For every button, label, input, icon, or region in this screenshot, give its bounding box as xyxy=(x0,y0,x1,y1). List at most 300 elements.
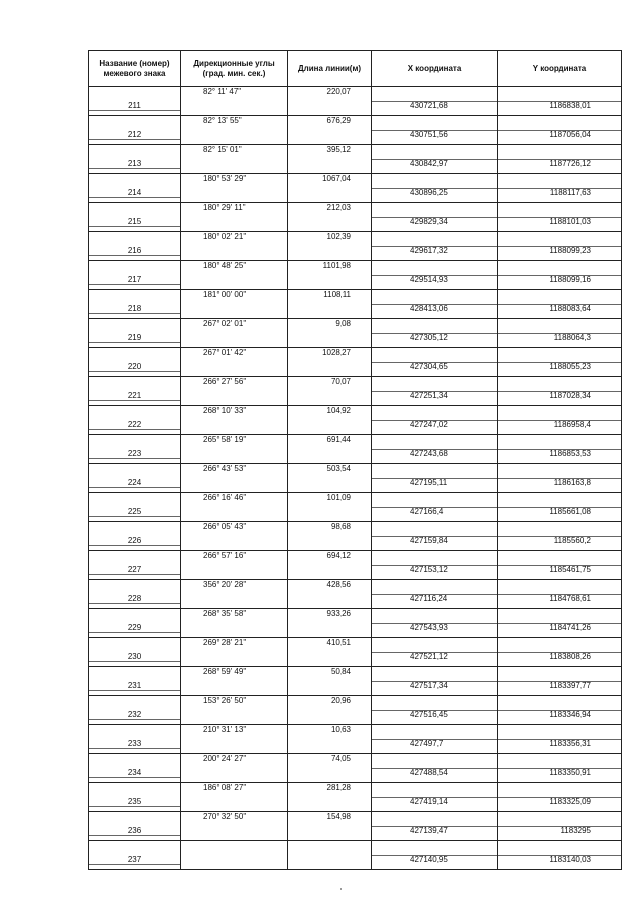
cell-angle xyxy=(181,638,288,667)
table-row xyxy=(89,319,622,348)
cell-mark-name xyxy=(89,87,181,116)
cell-mark-name xyxy=(89,667,181,696)
cell-y-text: 1183295 xyxy=(560,826,591,835)
cell-angle-text: 153° 26' 50" xyxy=(203,696,247,705)
table-row xyxy=(89,145,622,174)
cell-mark-name-text: 227 xyxy=(127,565,142,574)
cell-y-text: 1183356,31 xyxy=(549,739,591,748)
cell-x xyxy=(372,580,498,609)
cell-length xyxy=(288,319,372,348)
row-divider-line xyxy=(89,226,180,227)
cell-x-text: 430842,97 xyxy=(410,159,448,168)
table-row xyxy=(89,638,622,667)
cell-y xyxy=(498,580,622,609)
cell-length-text: 281,28 xyxy=(326,783,351,792)
cell-y-text: 1183350,91 xyxy=(549,768,591,777)
cell-x-text: 427488,54 xyxy=(410,768,448,777)
cell-y-text: 1187028,34 xyxy=(549,391,591,400)
cell-mark-name-text: 220 xyxy=(127,362,142,371)
table-row xyxy=(89,174,622,203)
cell-mark-name xyxy=(89,435,181,464)
row-divider-line xyxy=(89,516,180,517)
cell-angle xyxy=(181,841,288,870)
cell-x xyxy=(372,232,498,261)
row-divider-line xyxy=(89,313,180,314)
table-row xyxy=(89,551,622,580)
cell-y xyxy=(498,290,622,319)
cell-angle xyxy=(181,377,288,406)
cell-y-text: 1185661,08 xyxy=(549,507,591,516)
cell-y xyxy=(498,551,622,580)
header-name: Название (номер) межевого знака xyxy=(89,51,181,87)
cell-x-text: 429829,34 xyxy=(410,217,448,226)
cell-length xyxy=(288,841,372,870)
cell-angle xyxy=(181,464,288,493)
cell-angle xyxy=(181,667,288,696)
cell-length-text: 212,03 xyxy=(326,203,351,212)
cell-length-text: 395,12 xyxy=(326,145,351,154)
cell-x xyxy=(372,319,498,348)
cell-length-text: 503,54 xyxy=(326,464,351,473)
cell-x xyxy=(372,406,498,435)
cell-length-text: 1028,27 xyxy=(322,348,351,357)
cell-mark-name xyxy=(89,609,181,638)
cell-angle-text: 268° 59' 49" xyxy=(203,667,247,676)
cell-angle xyxy=(181,812,288,841)
table-row xyxy=(89,522,622,551)
cell-y xyxy=(498,638,622,667)
cell-mark-name xyxy=(89,406,181,435)
cell-mark-name-text: 218 xyxy=(127,304,142,313)
cell-angle-text: 356° 20' 28" xyxy=(203,580,247,589)
cell-y-text: 1186958,4 xyxy=(553,420,591,429)
cell-x-text: 427153,12 xyxy=(410,565,448,574)
cell-y xyxy=(498,725,622,754)
cell-x-text: 430721,68 xyxy=(410,101,448,110)
cell-y xyxy=(498,319,622,348)
cell-angle-text: 266° 05' 43" xyxy=(203,522,247,531)
cell-x xyxy=(372,696,498,725)
cell-length xyxy=(288,754,372,783)
row-divider-line xyxy=(89,835,180,836)
cell-x-text: 427305,12 xyxy=(410,333,448,342)
cell-x xyxy=(372,754,498,783)
cell-length-text: 694,12 xyxy=(326,551,351,560)
cell-y-text: 1183346,94 xyxy=(549,710,591,719)
cell-mark-name xyxy=(89,232,181,261)
cell-angle-text: 180° 29' 11" xyxy=(203,203,246,212)
cell-angle xyxy=(181,319,288,348)
cell-length-text: 428,56 xyxy=(326,580,351,589)
cell-y-text: 1184741,26 xyxy=(549,623,591,632)
cell-y-text: 1187726,12 xyxy=(549,159,591,168)
cell-y xyxy=(498,812,622,841)
cell-x xyxy=(372,551,498,580)
cell-mark-name-text: 228 xyxy=(127,594,142,603)
boundary-marks-table xyxy=(88,50,622,870)
cell-length xyxy=(288,522,372,551)
cell-angle xyxy=(181,406,288,435)
cell-x-text: 428413,06 xyxy=(410,304,448,313)
header-angle: Дирекционные углы (град. мин. сек.) xyxy=(181,51,288,87)
table-row xyxy=(89,783,622,812)
cell-y-text: 1188099,23 xyxy=(549,246,591,255)
cell-y-text: 1188083,64 xyxy=(549,304,591,313)
cell-angle xyxy=(181,522,288,551)
cell-mark-name-text: 234 xyxy=(127,768,142,777)
cell-mark-name-text: 232 xyxy=(127,710,142,719)
cell-length-text: 70,07 xyxy=(330,377,351,386)
cell-x xyxy=(372,174,498,203)
cell-y xyxy=(498,203,622,232)
table-row xyxy=(89,464,622,493)
cell-x-text: 427139,47 xyxy=(410,826,448,835)
cell-x-text: 427543,93 xyxy=(410,623,448,632)
cell-length-text: 98,68 xyxy=(330,522,351,531)
row-divider-line xyxy=(89,603,180,604)
cell-y xyxy=(498,464,622,493)
row-divider-line xyxy=(89,719,180,720)
cell-y xyxy=(498,522,622,551)
cell-y xyxy=(498,261,622,290)
cell-x-text: 427159,84 xyxy=(410,536,448,545)
cell-mark-name-text: 226 xyxy=(127,536,142,545)
cell-mark-name-text: 213 xyxy=(127,159,142,168)
cell-angle-text: 266° 27' 56" xyxy=(203,377,247,386)
cell-angle-text: 269° 28' 21" xyxy=(203,638,247,647)
cell-x-text: 427247,02 xyxy=(410,420,448,429)
table-row xyxy=(89,754,622,783)
cell-angle xyxy=(181,203,288,232)
cell-y xyxy=(498,232,622,261)
cell-length xyxy=(288,232,372,261)
row-divider-line xyxy=(89,574,180,575)
cell-mark-name xyxy=(89,551,181,580)
cell-mark-name xyxy=(89,261,181,290)
cell-x xyxy=(372,116,498,145)
scan-dot xyxy=(340,888,342,890)
cell-angle-text: 268° 10' 33" xyxy=(203,406,247,415)
cell-y xyxy=(498,754,622,783)
cell-length xyxy=(288,174,372,203)
cell-mark-name xyxy=(89,522,181,551)
cell-mark-name xyxy=(89,348,181,377)
cell-angle-text: 265° 58' 19" xyxy=(203,435,247,444)
cell-x-text: 427166,4 xyxy=(410,507,444,516)
cell-length xyxy=(288,551,372,580)
cell-mark-name-text: 237 xyxy=(127,855,142,864)
row-divider-line xyxy=(89,139,180,140)
cell-x-text: 427497,7 xyxy=(410,739,444,748)
cell-x-text: 427419,14 xyxy=(410,797,448,806)
cell-angle-text: 82° 15' 01" xyxy=(203,145,242,154)
cell-mark-name-text: 236 xyxy=(127,826,142,835)
table-row xyxy=(89,377,622,406)
cell-y xyxy=(498,377,622,406)
table-row xyxy=(89,116,622,145)
cell-y xyxy=(498,667,622,696)
cell-y-text: 1183140,03 xyxy=(549,855,591,864)
cell-mark-name-text: 229 xyxy=(127,623,142,632)
cell-mark-name xyxy=(89,812,181,841)
cell-x xyxy=(372,812,498,841)
cell-length-text: 10,63 xyxy=(330,725,351,734)
row-divider-line xyxy=(89,748,180,749)
cell-angle xyxy=(181,116,288,145)
cell-length-text: 9,08 xyxy=(335,319,351,328)
cell-y xyxy=(498,406,622,435)
cell-x xyxy=(372,203,498,232)
cell-length xyxy=(288,493,372,522)
cell-mark-name-text: 216 xyxy=(127,246,142,255)
cell-y-text: 1186838,01 xyxy=(549,101,591,110)
cell-angle-text: 266° 43' 53" xyxy=(203,464,247,473)
table-row xyxy=(89,87,622,116)
cell-angle xyxy=(181,348,288,377)
cell-x xyxy=(372,725,498,754)
cell-length-text: 933,26 xyxy=(326,609,351,618)
cell-length-text: 102,39 xyxy=(326,232,351,241)
cell-angle-text: 267° 01' 42" xyxy=(203,348,247,357)
table-row xyxy=(89,696,622,725)
row-divider-line xyxy=(89,284,180,285)
cell-length xyxy=(288,116,372,145)
cell-length xyxy=(288,145,372,174)
table-row xyxy=(89,493,622,522)
row-divider-line xyxy=(89,690,180,691)
cell-mark-name xyxy=(89,290,181,319)
cell-y xyxy=(498,174,622,203)
cell-angle-text: 181° 00' 00" xyxy=(203,290,247,299)
cell-length-text: 50,84 xyxy=(330,667,351,676)
cell-length xyxy=(288,464,372,493)
cell-x xyxy=(372,145,498,174)
table-row xyxy=(89,580,622,609)
cell-mark-name-text: 223 xyxy=(127,449,142,458)
cell-x xyxy=(372,667,498,696)
row-divider-line xyxy=(89,255,180,256)
table-row xyxy=(89,232,622,261)
cell-y xyxy=(498,841,622,870)
cell-x xyxy=(372,841,498,870)
table-row xyxy=(89,725,622,754)
cell-mark-name-text: 231 xyxy=(127,681,142,690)
cell-angle-text: 266° 16' 46" xyxy=(203,493,247,502)
cell-length xyxy=(288,87,372,116)
cell-angle-text: 210° 31' 13" xyxy=(203,725,247,734)
cell-y-text: 1183325,09 xyxy=(549,797,591,806)
cell-length-text: 691,44 xyxy=(326,435,351,444)
cell-length xyxy=(288,406,372,435)
cell-length-text: 676,29 xyxy=(326,116,351,125)
cell-length xyxy=(288,435,372,464)
cell-angle xyxy=(181,493,288,522)
cell-length-text: 1067,04 xyxy=(322,174,351,183)
row-divider-line xyxy=(89,458,180,459)
cell-y xyxy=(498,116,622,145)
cell-x xyxy=(372,290,498,319)
cell-x xyxy=(372,522,498,551)
cell-angle xyxy=(181,580,288,609)
table-row xyxy=(89,435,622,464)
cell-length xyxy=(288,725,372,754)
cell-mark-name-text: 225 xyxy=(127,507,142,516)
table-row xyxy=(89,290,622,319)
cell-x xyxy=(372,377,498,406)
table-row xyxy=(89,261,622,290)
cell-length xyxy=(288,696,372,725)
cell-y-text: 1183397,77 xyxy=(549,681,591,690)
cell-y xyxy=(498,87,622,116)
row-divider-line xyxy=(89,342,180,343)
cell-y-text: 1187056,04 xyxy=(549,130,591,139)
table-row xyxy=(89,609,622,638)
cell-length xyxy=(288,783,372,812)
cell-mark-name-text: 222 xyxy=(127,420,142,429)
cell-x-text: 427304,65 xyxy=(410,362,448,371)
cell-angle xyxy=(181,145,288,174)
cell-length-text: 104,92 xyxy=(326,406,351,415)
cell-angle-text: 82° 11' 47" xyxy=(203,87,242,96)
table-row xyxy=(89,841,622,870)
cell-mark-name xyxy=(89,319,181,348)
cell-length xyxy=(288,377,372,406)
cell-x-text: 427116,24 xyxy=(410,594,448,603)
cell-x-text: 429617,32 xyxy=(410,246,448,255)
cell-length-text: 1108,11 xyxy=(323,290,351,299)
cell-mark-name xyxy=(89,377,181,406)
cell-length-text: 101,09 xyxy=(326,493,351,502)
row-divider-line xyxy=(89,777,180,778)
cell-mark-name xyxy=(89,174,181,203)
cell-length xyxy=(288,812,372,841)
table-row xyxy=(89,348,622,377)
row-divider-line xyxy=(89,545,180,546)
cell-angle-text: 180° 02' 21" xyxy=(203,232,247,241)
table-row xyxy=(89,812,622,841)
cell-angle xyxy=(181,261,288,290)
cell-x-text: 430751,56 xyxy=(410,130,448,139)
cell-mark-name xyxy=(89,116,181,145)
cell-y xyxy=(498,348,622,377)
cell-angle xyxy=(181,174,288,203)
cell-mark-name-text: 211 xyxy=(128,101,141,110)
cell-mark-name-text: 221 xyxy=(127,391,142,400)
cell-angle-text: 266° 57' 16" xyxy=(203,551,247,560)
row-divider-line xyxy=(89,110,180,111)
cell-x xyxy=(372,609,498,638)
table-body xyxy=(89,87,622,870)
row-divider-line xyxy=(89,806,180,807)
cell-y-text: 1188117,63 xyxy=(549,188,591,197)
cell-mark-name-text: 217 xyxy=(127,275,142,284)
cell-x xyxy=(372,783,498,812)
table-header-row xyxy=(89,51,622,87)
cell-x-text: 427251,34 xyxy=(410,391,448,400)
cell-y xyxy=(498,493,622,522)
cell-angle-text: 270° 32' 50" xyxy=(203,812,247,821)
cell-mark-name xyxy=(89,464,181,493)
cell-x xyxy=(372,464,498,493)
row-divider-line xyxy=(89,400,180,401)
cell-mark-name xyxy=(89,754,181,783)
cell-mark-name-text: 233 xyxy=(127,739,142,748)
cell-y xyxy=(498,609,622,638)
cell-mark-name xyxy=(89,145,181,174)
cell-x-text: 427516,45 xyxy=(410,710,448,719)
cell-angle-text: 82° 13' 55" xyxy=(203,116,242,125)
cell-mark-name-text: 214 xyxy=(127,188,142,197)
cell-angle xyxy=(181,696,288,725)
cell-y-text: 1186163,8 xyxy=(553,478,591,487)
cell-x-text: 427195,11 xyxy=(410,478,448,487)
row-divider-line xyxy=(89,197,180,198)
cell-mark-name xyxy=(89,493,181,522)
cell-angle xyxy=(181,232,288,261)
table-row xyxy=(89,203,622,232)
cell-y-text: 1185560,2 xyxy=(553,536,591,545)
cell-x-text: 427140,95 xyxy=(410,855,448,864)
cell-mark-name-text: 215 xyxy=(127,217,142,226)
cell-mark-name-text: 230 xyxy=(127,652,142,661)
cell-mark-name xyxy=(89,841,181,870)
cell-length-text: 220,07 xyxy=(326,87,351,96)
cell-x xyxy=(372,348,498,377)
cell-y-text: 1188101,03 xyxy=(549,217,591,226)
cell-x-text: 427243,68 xyxy=(410,449,448,458)
cell-y xyxy=(498,435,622,464)
cell-y xyxy=(498,783,622,812)
cell-length xyxy=(288,261,372,290)
cell-angle-text: 180° 48' 25" xyxy=(203,261,247,270)
cell-x xyxy=(372,435,498,464)
row-divider-line xyxy=(89,632,180,633)
cell-length xyxy=(288,638,372,667)
cell-angle xyxy=(181,783,288,812)
cell-mark-name-text: 212 xyxy=(127,130,142,139)
cell-y-text: 1185461,75 xyxy=(549,565,591,574)
cell-length xyxy=(288,290,372,319)
cell-y-text: 1188064,3 xyxy=(553,333,591,342)
cell-y-text: 1188055,23 xyxy=(549,362,591,371)
cell-mark-name xyxy=(89,203,181,232)
cell-mark-name xyxy=(89,580,181,609)
cell-length-text: 410,51 xyxy=(326,638,351,647)
cell-x-text: 430896,25 xyxy=(410,188,448,197)
header-length: Длина линии(м) xyxy=(288,51,372,87)
cell-y-text: 1184768,61 xyxy=(549,594,591,603)
cell-y xyxy=(498,696,622,725)
table-row xyxy=(89,667,622,696)
cell-angle-text: 186° 08' 27" xyxy=(203,783,247,792)
cell-y-text: 1186853,53 xyxy=(549,449,591,458)
cell-y xyxy=(498,145,622,174)
row-divider-line xyxy=(89,864,180,865)
cell-length xyxy=(288,203,372,232)
cell-angle xyxy=(181,435,288,464)
row-divider-line xyxy=(89,661,180,662)
cell-length xyxy=(288,348,372,377)
cell-length-text: 20,96 xyxy=(330,696,351,705)
cell-angle xyxy=(181,551,288,580)
row-divider-line xyxy=(89,429,180,430)
cell-mark-name-text: 219 xyxy=(127,333,142,342)
cell-length xyxy=(288,609,372,638)
cell-angle-text: 267° 02' 01" xyxy=(203,319,247,328)
cell-angle xyxy=(181,290,288,319)
cell-length-text: 154,98 xyxy=(326,812,351,821)
cell-x-text: 429514,93 xyxy=(410,275,448,284)
